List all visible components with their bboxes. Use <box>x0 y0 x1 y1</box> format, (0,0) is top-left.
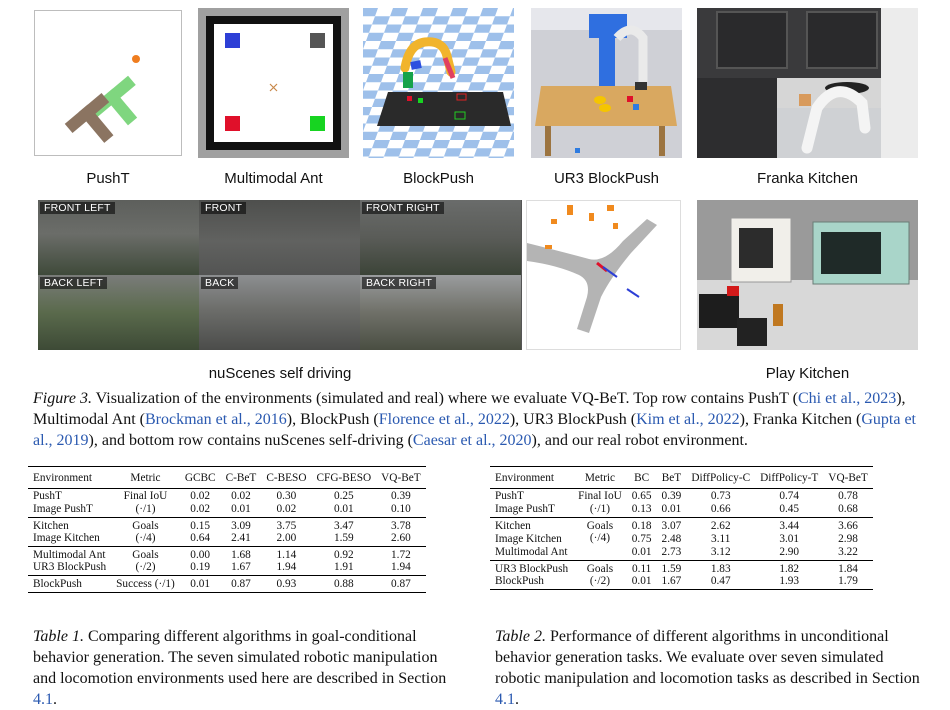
section-link[interactable]: 4.1 <box>495 691 515 708</box>
table-cell: 0.39 <box>391 489 411 502</box>
table-cell: (·/1) <box>111 503 180 518</box>
citation-link[interactable]: Gupta et al., 2019 <box>33 411 916 449</box>
camera-label: BACK RIGHT <box>362 277 436 289</box>
section-link[interactable]: 4.1 <box>33 691 53 708</box>
table-row <box>490 517 873 532</box>
ur3-blockpush-image <box>531 8 682 158</box>
table-cell: 2.48 <box>661 532 682 545</box>
table-row <box>28 561 426 576</box>
caption-text: ), BlockPush ( <box>286 411 379 428</box>
table-cell: UR3 BlockPush <box>28 561 111 576</box>
table-cell: 0.45 <box>755 503 823 518</box>
table-cell: 0.39 <box>661 489 682 502</box>
table-cell: 1.91 <box>312 561 377 576</box>
table-cell: Image Kitchen <box>495 532 562 545</box>
table-cell: (·/2) <box>111 561 180 576</box>
table-cell: 2.73 <box>657 546 687 561</box>
table-cell: BlockPush <box>28 575 111 592</box>
table-cell: 3.22 <box>823 546 873 561</box>
table-cell: 1.94 <box>376 561 426 576</box>
table-cell: 0.18 <box>627 517 657 532</box>
table-cell: 1.82 <box>755 560 823 575</box>
table-cell: 3.75 <box>261 517 311 532</box>
table-cell: 1.14 <box>261 546 311 561</box>
table-cell: 0.64 <box>180 532 221 547</box>
pusht-image <box>34 10 182 156</box>
header-cell: C-BESO <box>261 467 311 489</box>
table-cell: 0.19 <box>180 561 221 576</box>
camera-back-left <box>38 275 199 350</box>
table-cell: 0.65 <box>631 489 652 502</box>
multimodal-ant-label: Multimodal Ant <box>224 170 323 187</box>
table-cell: 3.12 <box>686 546 755 561</box>
table-cell: 0.01 <box>627 546 657 561</box>
blockpush-label: BlockPush <box>403 170 474 187</box>
table-cell: 0.25 <box>333 489 354 502</box>
table-cell: 0.87 <box>376 575 426 592</box>
table-cell: BlockPush <box>490 575 573 590</box>
table-cell: Success (·/1) <box>111 575 180 592</box>
caption-text: Visualization of the environments (simulated and real) where we evaluate VQ-BeT. Top row contains PushT ( <box>91 390 798 407</box>
table-1-caption <box>33 626 463 710</box>
table-cell: 1.83 <box>686 560 755 575</box>
caption-text: . <box>53 691 57 708</box>
table-cell: Goals <box>573 560 627 575</box>
caption-text: Performance of different algorithms in unconditional behavior generation tasks. We evaluate over seven simulated robotic manipulation and locomotion tasks as described in Section <box>495 628 920 687</box>
table-cell: (·/2) <box>573 575 627 590</box>
table-row <box>28 575 426 592</box>
table-row <box>28 489 426 503</box>
table-cell: 0.02 <box>261 503 311 518</box>
table-header-row <box>28 467 426 489</box>
table-cell: 1.67 <box>657 575 687 590</box>
table-cell: 3.07 <box>657 517 687 532</box>
camera-front-right <box>360 200 521 275</box>
citation-link[interactable]: Florence et al., 2022 <box>378 411 510 428</box>
table-row <box>490 575 873 590</box>
caption-text: Comparing different algorithms in goal-conditional behavior generation. The seven simulated robotic manipulation and locomotion environments used here are described in Section <box>33 628 447 687</box>
table-cell: PushT <box>33 489 62 502</box>
table-cell: (·/1) <box>573 503 627 518</box>
table-cell: 0.15 <box>180 517 221 532</box>
play-kitchen-image <box>697 200 918 350</box>
table-cell: 3.47 <box>312 517 377 532</box>
citation-link[interactable]: Kim et al., 2022 <box>636 411 740 428</box>
header-cell: CFG-BESO <box>312 467 377 489</box>
table-cell: 1.59 <box>657 560 687 575</box>
caption-text: . <box>515 691 519 708</box>
franka-kitchen-image <box>697 8 918 158</box>
table-1 <box>28 466 426 593</box>
table-cell: 0.75 <box>631 532 652 545</box>
table-cell: PushT <box>495 489 524 502</box>
table-row <box>28 503 426 518</box>
table-cell: 2.90 <box>755 546 823 561</box>
table-row <box>28 532 426 547</box>
nuscenes-label: nuScenes self driving <box>208 365 352 382</box>
figure-label: Figure 3. <box>33 390 92 407</box>
table-cell: 1.93 <box>755 575 823 590</box>
table-cell: 0.00 <box>180 546 221 561</box>
table-cell: 0.13 <box>627 503 657 518</box>
camera-label: BACK LEFT <box>40 277 107 289</box>
table-cell: Final IoU <box>578 489 622 502</box>
ur3-blockpush-label: UR3 BlockPush <box>553 170 660 187</box>
camera-label: FRONT <box>201 202 246 214</box>
camera-front <box>199 200 360 275</box>
table-cell: (·/4) <box>589 531 610 544</box>
play-kitchen-label: Play Kitchen <box>765 365 850 382</box>
table-label: Table 1. <box>33 628 84 645</box>
header-cell: C-BeT <box>221 467 262 489</box>
table-cell: 0.74 <box>779 489 800 502</box>
table-cell: 1.72 <box>376 546 426 561</box>
table-row <box>28 546 426 561</box>
table-row <box>490 560 873 575</box>
table-cell: 3.09 <box>221 517 262 532</box>
table-cell: 3.01 <box>779 532 800 545</box>
table-cell: 1.68 <box>221 546 262 561</box>
camera-label: FRONT LEFT <box>40 202 115 214</box>
table-cell: 3.78 <box>376 517 426 532</box>
table-cell: 2.62 <box>686 517 755 532</box>
table-cell: 0.02 <box>180 503 221 518</box>
franka-kitchen-label: Franka Kitchen <box>757 170 858 187</box>
table-cell: Image Kitchen <box>28 532 111 547</box>
caption-text: ), and bottom row contains nuScenes self-driving ( <box>88 432 413 449</box>
header-cell: Metric <box>573 467 627 489</box>
table-row <box>490 532 873 546</box>
table-cell: 3.44 <box>755 517 823 532</box>
table-cell: 0.68 <box>823 503 873 518</box>
multimodal-ant-image <box>198 8 349 158</box>
table-cell: 0.01 <box>627 575 657 590</box>
header-cell: Environment <box>490 467 573 489</box>
table-cell: (·/4) <box>111 532 180 547</box>
caption-text: ), Multimodal Ant ( <box>33 390 906 428</box>
table-cell: Kitchen <box>28 517 111 532</box>
header-cell: VQ-BeT <box>823 467 873 489</box>
table-cell: 0.10 <box>376 503 426 518</box>
table-cell: 0.93 <box>261 575 311 592</box>
header-cell: BeT <box>657 467 687 489</box>
table-cell: 1.94 <box>261 561 311 576</box>
table-cell: 0.02 <box>190 489 211 502</box>
table-cell: 1.79 <box>823 575 873 590</box>
table-row <box>490 489 873 503</box>
table-cell: Kitchen <box>490 517 573 532</box>
header-cell: Environment <box>28 467 111 489</box>
citation-link[interactable]: Brockman et al., 2016 <box>145 411 287 428</box>
nuscenes-image <box>38 200 522 350</box>
figure-caption <box>33 388 925 451</box>
camera-back-right <box>360 275 521 350</box>
table-cell: 1.84 <box>823 560 873 575</box>
table-cell: 1.59 <box>312 532 377 547</box>
table-cell: 3.66 <box>823 517 873 532</box>
caption-text: ), Franka Kitchen ( <box>739 411 862 428</box>
camera-front-left <box>38 200 199 275</box>
camera-label: FRONT RIGHT <box>362 202 444 214</box>
table-row <box>490 503 873 518</box>
header-cell: VQ-BeT <box>376 467 426 489</box>
header-cell: DiffPolicy-C <box>686 467 755 489</box>
camera-label: BACK <box>201 277 238 289</box>
table-cell: 0.02 <box>231 489 251 502</box>
table-cell: 0.73 <box>710 489 731 502</box>
table-row <box>28 517 426 532</box>
header-cell: GCBC <box>180 467 221 489</box>
table-cell: 2.41 <box>221 532 262 547</box>
table-cell: 0.47 <box>686 575 755 590</box>
table-cell: 0.88 <box>312 575 377 592</box>
table-cell: Goals <box>111 546 180 561</box>
table-cell: 0.66 <box>686 503 755 518</box>
table-cell: Goals <box>573 517 627 532</box>
header-cell: DiffPolicy-T <box>755 467 823 489</box>
table-cell: 1.67 <box>221 561 262 576</box>
table-cell: 0.87 <box>221 575 262 592</box>
table-cell: Image PushT <box>28 503 111 518</box>
table-cell: 0.01 <box>657 503 687 518</box>
table-2 <box>490 466 873 590</box>
table-cell: Multimodal Ant <box>28 546 111 561</box>
table-label: Table 2. <box>495 628 546 645</box>
blockpush-image <box>363 8 514 158</box>
citation-link[interactable]: Chi et al., 2023 <box>797 390 897 407</box>
table-header-row <box>490 467 873 489</box>
table-cell: 3.11 <box>711 532 731 545</box>
table-cell: 0.01 <box>221 503 262 518</box>
table-cell: UR3 BlockPush <box>490 560 573 575</box>
nuscenes-map-image <box>526 200 681 350</box>
camera-back <box>199 275 360 350</box>
citation-link[interactable]: Caesar et al., 2020 <box>412 432 532 449</box>
table-cell: 0.30 <box>276 489 297 502</box>
table-cell: 0.11 <box>627 560 657 575</box>
header-cell: BC <box>627 467 657 489</box>
table-cell: 0.01 <box>180 575 221 592</box>
table-cell: 0.92 <box>312 546 377 561</box>
table-row <box>490 546 873 561</box>
table-cell: 0.78 <box>838 489 858 502</box>
table-cell: 2.00 <box>261 532 311 547</box>
caption-text: ), UR3 BlockPush ( <box>509 411 637 428</box>
header-cell: Metric <box>111 467 180 489</box>
table-cell: 2.60 <box>376 532 426 547</box>
table-cell: Goals <box>111 517 180 532</box>
table-cell: 0.01 <box>312 503 377 518</box>
table-cell: Image PushT <box>490 503 573 518</box>
table-cell: Final IoU <box>123 489 168 502</box>
table-2-caption <box>495 626 925 710</box>
pusht-label: PushT <box>86 170 130 187</box>
table-cell: 2.98 <box>838 532 858 545</box>
caption-text: ), and our real robot environment. <box>531 432 748 449</box>
table-cell: Multimodal Ant <box>490 546 573 561</box>
